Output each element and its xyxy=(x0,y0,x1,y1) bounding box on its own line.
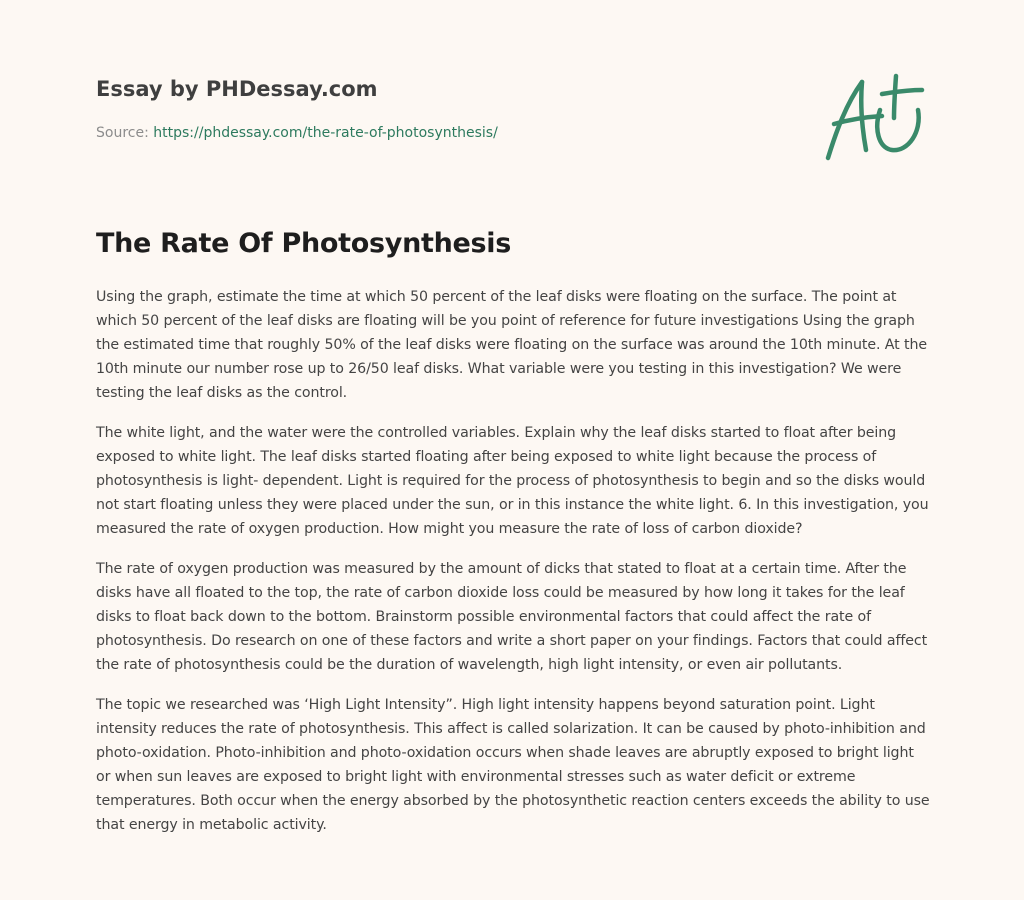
essay-paragraph: The white light, and the water were the controlled variables. Explain why the leaf disks started to float after being exposed to white light. The leaf disks started floating after being exposed to white light because the process of photosynthesis is light- dependent. Light is required for the process of photosynthesis to begin and so the disks would not start floating unless they were placed under the sun, or in this instance the white light. 6. In this investigation, you measured the rate of oxygen production. How might you measure the rate of loss of carbon dioxide? xyxy=(96,425,929,537)
source-label: Source: xyxy=(96,125,154,141)
essay-body xyxy=(96,285,932,853)
a-plus-logo-svg xyxy=(822,70,926,164)
a-plus-grade-icon xyxy=(822,70,926,164)
brand-title: Essay by PHDessay.com xyxy=(96,77,378,101)
essay-paragraph: The topic we researched was ‘High Light Intensity”. High light intensity happens beyond saturation point. Light intensity reduces the rate of photosynthesis. This affect is called solarization. It can be caused by photo-inhibition and photo-oxidation. Photo-inhibition and photo-oxidation occurs when shade leaves are abruptly exposed to bright light or when sun leaves are exposed to bright light with environmental stresses such as water deficit or extreme temperatures. Both occur when the energy absorbed by the photosynthetic reaction centers exceeds the ability to use that energy in metabolic activity. xyxy=(96,697,930,833)
site-header xyxy=(96,74,696,104)
source-line xyxy=(96,124,498,142)
page-title: The Rate Of Photosynthesis xyxy=(96,228,512,259)
essay-paragraph: Using the graph, estimate the time at which 50 percent of the leaf disks were floating on the surface. The point at which 50 percent of the leaf disks are floating will be you point of reference for future investigations Using the graph the estimated time that roughly 50% of the leaf disks were floating on the surface was around the 10th minute. At the 10th minute our number rose up to 26/50 leaf disks. What variable were you testing in this investigation? We were testing the leaf disks as the control. xyxy=(96,289,928,401)
essay-paragraph: The rate of oxygen production was measured by the amount of dicks that stated to float at a certain time. After the disks have all floated to the top, the rate of carbon dioxide loss could be measured by how long it takes for the leaf disks to float back down to the bottom. Brainstorm possible environmental factors that could affect the rate of photosynthesis. Do research on one of these factors and write a short paper on your findings. Factors that could affect the rate of photosynthesis could be the duration of wavelength, high light intensity, or even air pollutants. xyxy=(96,561,928,673)
source-link[interactable]: https://phdessay.com/the-rate-of-photosynthesis/ xyxy=(153,125,498,141)
